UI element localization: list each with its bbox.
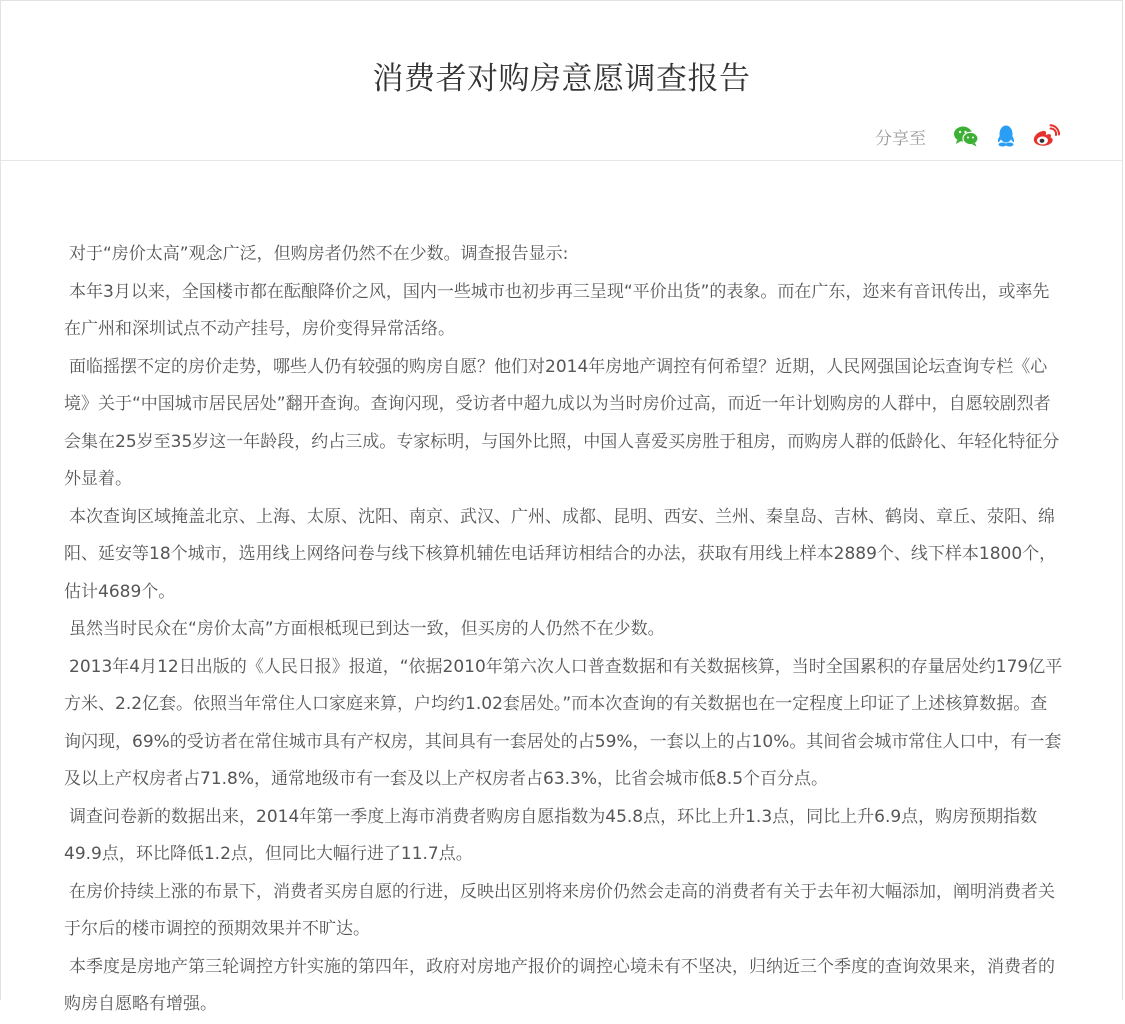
paragraph: 对于“房价太高”观念广泛，但购房者仍然不在少数。调查报告显示: <box>69 244 569 264</box>
share-label: 分享至 <box>875 128 926 149</box>
qq-icon[interactable] <box>992 122 1020 150</box>
article-header <box>1 1 1122 161</box>
share-bar <box>875 121 1060 151</box>
paragraph: 面临摇摆不定的房价走势，哪些人仍有较强的购房自愿？他们对2014年房地产调控有何希望？近期，人民网强国论坛查询专栏《心境》关于“中国城市居民居处”翻开查询。查询闪现，受访者中超九成以为当时房价过高，而近一年计划购房的人群中，自愿较剧烈者会集在25岁至35岁这一年龄段，约占三成。专家标明，与国外比照，中国人喜爱买房胜于租房，而购房人群的低龄化、年轻化特征分外显着。 <box>64 356 1060 489</box>
article-body <box>64 236 1064 1024</box>
weibo-icon[interactable] <box>1032 122 1060 150</box>
article-title: 消费者对购房意愿调查报告 <box>372 61 751 97</box>
paragraph: 本年3月以来，全国楼市都在酝酿降价之风，国内一些城市也初步再三呈现“平价出货”的表象。而在广东，迩来有音讯传出，或率先在广州和深圳试点不动产挂号，房价变得异常活络。 <box>64 281 1050 339</box>
paragraph: 在房价持续上涨的布景下，消费者买房自愿的行进，反映出区别将来房价仍然会走高的消费者有关于去年初大幅添加，阐明消费者关于尔后的楼市调控的预期效果并不旷达。 <box>64 881 1055 939</box>
paragraph: 本季度是房地产第三轮调控方针实施的第四年，政府对房地产报价的调控心境未有不坚决，归纳近三个季度的查询效果来，消费者的购房自愿略有增强。 <box>64 956 1055 1014</box>
wechat-icon[interactable] <box>952 122 980 150</box>
paragraph: 调查问卷新的数据出来，2014年第一季度上海市消费者购房自愿指数为45.8点，环比上升1.3点，同比上升6.9点，购房预期指数49.9点，环比降低1.2点，但同比大幅行进了11.7点。 <box>64 806 1038 864</box>
paragraph: 2013年4月12日出版的《人民日报》报道，“依据2010年第六次人口普查数据和有关数据核算，当时全国累积的存量居处约179亿平方米、2.2亿套。依照当年常住人口家庭来算，户均约1.02套居处。”而本次查询的有关数据也在一定程度上印证了上述核算数据。查询闪现，69%的受访者在常住城市具有产权房，其间具有一套居处的占59%，一套以上的占10%。其间省会城市常住人口中，有一套及以上产权房者占71.8%，通常地级市有一套及以上产权房者占63.3%，比省会城市低8.5个百分点。 <box>64 656 1063 789</box>
paragraph: 本次查询区域掩盖北京、上海、太原、沈阳、南京、武汉、广州、成都、昆明、西安、兰州、秦皇岛、吉林、鹤岗、章丘、荥阳、绵阳、延安等18个城市，选用线上网络问卷与线下核算机辅佐电话拜访相结合的办法，获取有用线上样本2889个、线下样本1800个，估计4689个。 <box>64 506 1057 602</box>
paragraph: 虽然当时民众在“房价太高”方面根柢现已到达一致，但买房的人仍然不在少数。 <box>69 619 665 639</box>
